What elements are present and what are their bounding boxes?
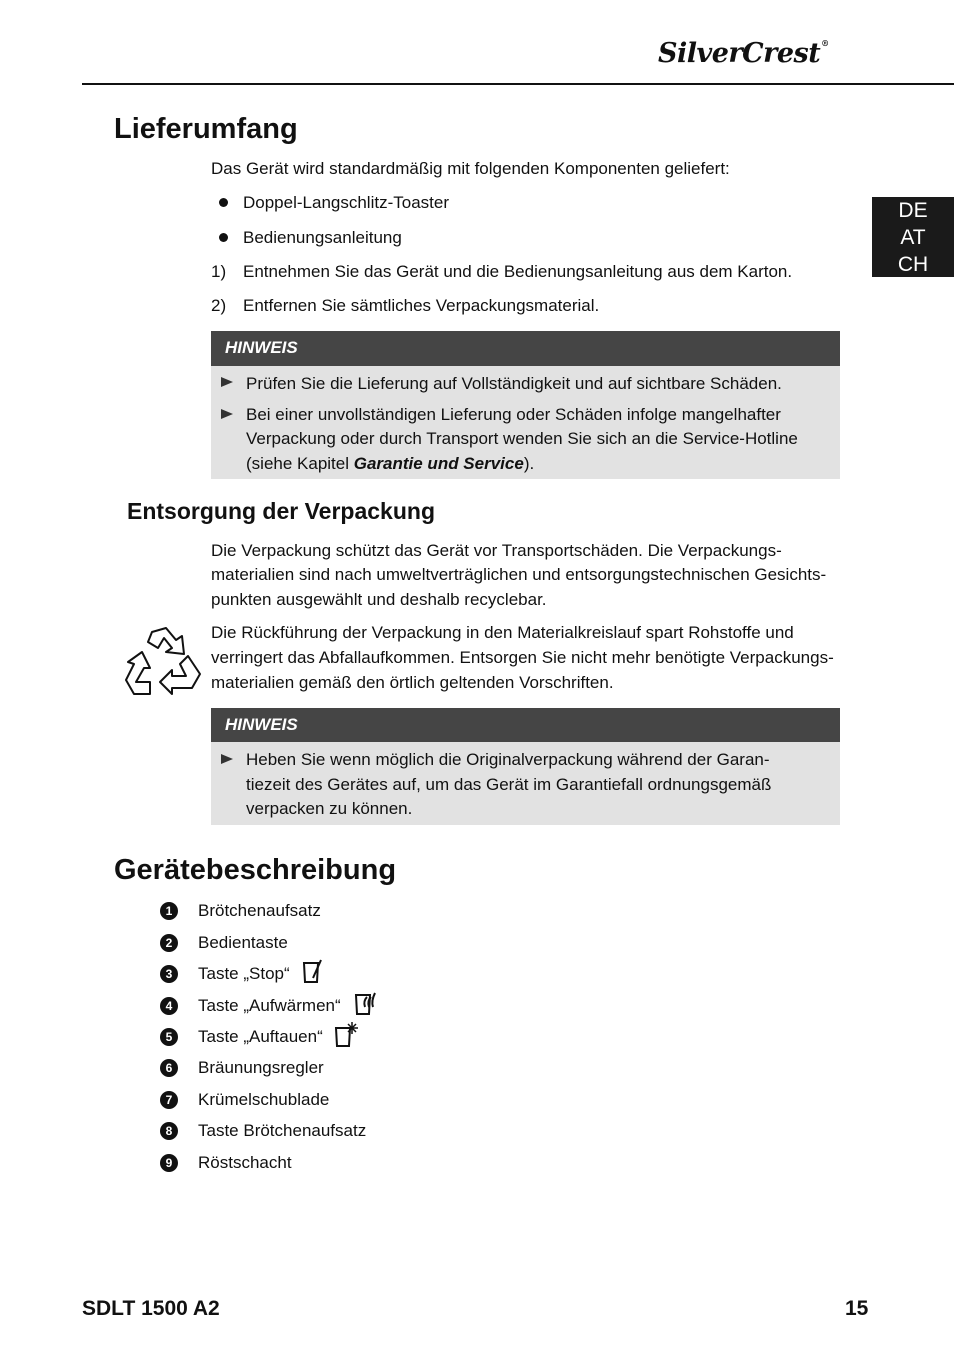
part-number-badge: 9 [160, 1154, 178, 1172]
note-text: Verpackung oder durch Transport wenden Sie sich an die Service-Hotline [246, 429, 798, 448]
recycle-icon [122, 624, 204, 702]
registered-mark: ® [821, 38, 829, 48]
chapter-reference: Garantie und Service [353, 454, 524, 473]
note-text: verpacken zu können. [246, 799, 413, 818]
part-number-badge: 8 [160, 1122, 178, 1140]
note-header: HINWEIS [211, 331, 840, 366]
part-label: Taste „Auftauen“ [198, 1027, 323, 1046]
language-tab [872, 197, 954, 277]
heading-lieferumfang: Lieferumfang [114, 113, 298, 145]
disposal-text: punkten ausgewählt und deshalb recyclebar. [211, 590, 547, 609]
part-label: Taste „Aufwärmen“ [198, 996, 341, 1015]
note-text-post: ). [523, 454, 535, 473]
step-number: 2) [211, 296, 227, 315]
header-rule [82, 83, 954, 85]
step-text: Entnehmen Sie das Gerät und die Bedienungsanleitung aus dem Karton. [243, 262, 793, 281]
part-number-badge: 4 [160, 997, 178, 1015]
note-text: tiezeit des Gerätes auf, um das Gerät im Garantiefall ordnungsgemäß [246, 775, 772, 794]
part-number-badge: 2 [160, 934, 178, 952]
page-number: 15 [845, 1297, 869, 1320]
language-at: AT [900, 226, 926, 249]
delivery-intro: Das Gerät wird standardmäßig mit folgenden Komponenten geliefert: [211, 159, 730, 178]
part-label: Taste Brötchenaufsatz [198, 1121, 367, 1140]
part-label: Bräunungsregler [198, 1058, 324, 1077]
arrow-right-icon [221, 377, 233, 387]
language-ch: CH [897, 253, 929, 276]
disposal-text: materialien gemäß den örtlich geltenden Vorschriften. [211, 673, 614, 692]
part-number-badge: 7 [160, 1091, 178, 1109]
bullet-dot [219, 198, 228, 207]
note-text [246, 451, 534, 476]
part-number-badge: 5 [160, 1028, 178, 1046]
disposal-text: materialien sind nach umweltverträglichen und entsorgungstechnischen Gesichts- [211, 565, 827, 584]
footer-model: SDLT 1500 A2 [82, 1297, 220, 1320]
toast-stop-icon [300, 958, 324, 984]
disposal-text: verringert das Abfallaufkommen. Entsorgen Sie nicht mehr benötigte Verpackungs- [211, 648, 834, 667]
heading-geraetebeschreibung: Gerätebeschreibung [114, 854, 397, 886]
note-header: HINWEIS [211, 708, 840, 742]
note-text: Bei einer unvollständigen Lieferung oder Schäden infolge mangelhafter [246, 405, 781, 424]
note-text: Heben Sie wenn möglich die Originalverpackung während der Garan- [246, 750, 770, 769]
toast-reheat-icon [353, 989, 379, 1016]
part-label: Krümelschublade [198, 1090, 330, 1109]
note-text-pre: (siehe Kapitel [246, 454, 354, 473]
arrow-right-icon [221, 409, 233, 419]
part-number-badge: 3 [160, 965, 178, 983]
bullet-item: Bedienungsanleitung [243, 228, 402, 247]
arrow-right-icon [221, 754, 233, 764]
disposal-text: Die Verpackung schützt das Gerät vor Transportschäden. Die Verpackungs- [211, 541, 782, 560]
part-label: Röstschacht [198, 1153, 292, 1172]
part-label: Brötchenaufsatz [198, 901, 321, 920]
heading-entsorgung: Entsorgung der Verpackung [127, 498, 435, 524]
part-label: Bedientaste [198, 933, 288, 952]
step-text: Entfernen Sie sämtliches Verpackungsmaterial. [243, 296, 600, 315]
bullet-dot [219, 233, 228, 242]
step-number: 1) [211, 262, 227, 281]
brand-name: SilverCrest [658, 38, 821, 69]
disposal-text: Die Rückführung der Verpackung in den Materialkreislauf spart Rohstoffe und [211, 623, 794, 642]
part-number-badge: 1 [160, 902, 178, 920]
bullet-item: Doppel-Langschlitz-Toaster [243, 193, 449, 212]
toast-defrost-icon [333, 1020, 361, 1048]
language-de: DE [898, 199, 928, 222]
note-text: Prüfen Sie die Lieferung auf Vollständigkeit und auf sichtbare Schäden. [246, 374, 782, 393]
part-label: Taste „Stop“ [198, 964, 290, 983]
part-number-badge: 6 [160, 1059, 178, 1077]
brand-logo [658, 38, 829, 69]
